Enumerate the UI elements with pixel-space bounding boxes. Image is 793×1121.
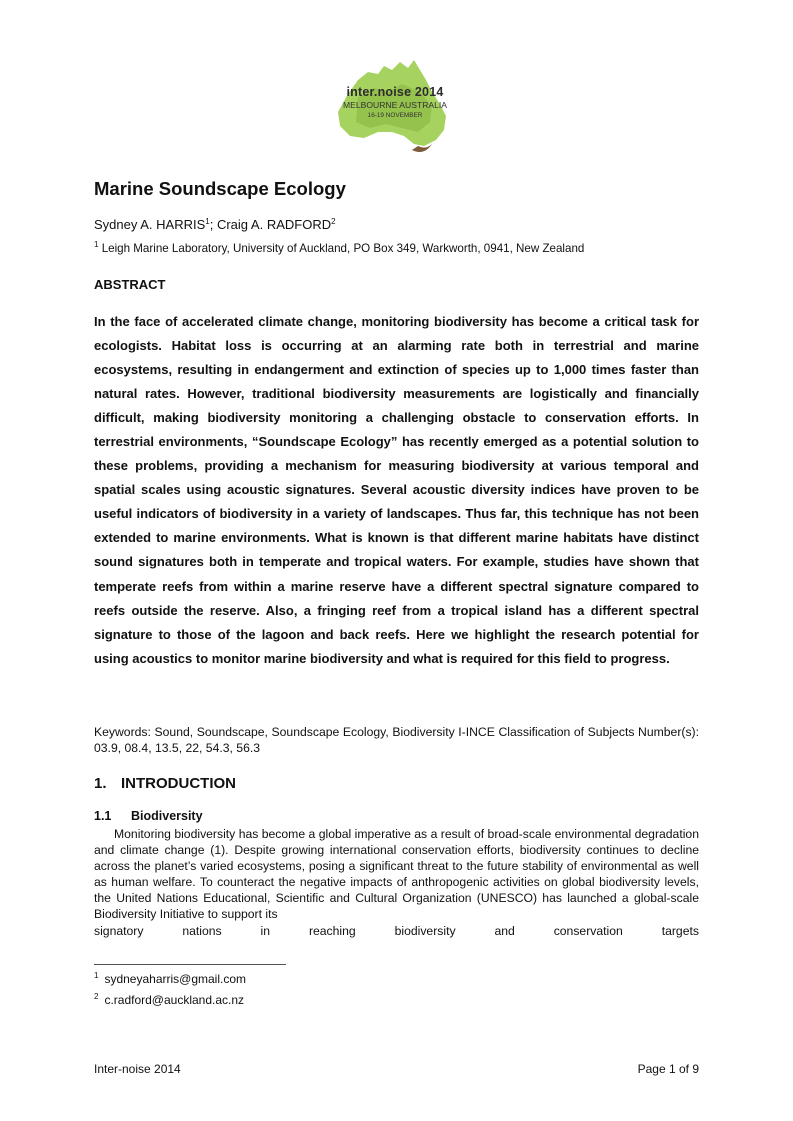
section-title: INTRODUCTION	[121, 775, 236, 792]
footnote	[94, 993, 244, 1007]
logo-location: MELBOURNE AUSTRALIA	[342, 100, 448, 110]
footer-page-number: Page 1 of 9	[637, 1062, 699, 1076]
intro-word: reaching	[308, 923, 356, 938]
affiliation-mark: 1	[94, 240, 99, 249]
intro-text: Monitoring biodiversity has become a global imperative as a result of broad-scale environmental degradation and climate change (1). Despite growing international conservation efforts, biodiversity continues to decline across the planet’s varied ecosystems, posing a significant threat to the future stability of environmental as well as human welfare. To counteract the negative impacts of anthropogenic activities on global biodiversity levels, the United Nations Educational, Scientific and Cultural Organization (UNESCO) has launched a global-scale Biodiversity Initiative to support its	[94, 827, 699, 922]
logo-title: inter.noise 2014	[346, 85, 444, 99]
intro-word: nations	[182, 923, 222, 938]
intro-paragraph	[94, 826, 699, 939]
footnote-divider	[94, 964, 286, 965]
author-name: Sydney A. HARRIS	[94, 217, 206, 232]
affiliation-text: Leigh Marine Laboratory, University of Auckland, PO Box 349, Warkworth, 0941, New Zealand	[101, 242, 585, 255]
conference-logo	[328, 58, 454, 162]
intro-word: in	[260, 923, 271, 938]
footnote-email: sydneyaharris@gmail.com	[104, 972, 247, 986]
footnote	[94, 972, 246, 986]
section-number: 1.	[94, 775, 107, 792]
australia-map-icon	[328, 58, 454, 162]
footer-conference: Inter-noise 2014	[94, 1062, 181, 1076]
intro-word: conservation	[553, 923, 623, 938]
paper-title: Marine Soundscape Ecology	[94, 178, 346, 199]
intro-word: targets	[661, 923, 699, 938]
author-separator: ;	[209, 217, 217, 232]
footnote-mark: 2	[94, 992, 99, 1001]
section-heading	[94, 775, 236, 792]
author-name: Craig A. RADFORD	[216, 217, 332, 232]
subsection-number: 1.1	[94, 809, 112, 823]
intro-last-line	[94, 923, 699, 939]
author-list	[94, 217, 336, 232]
subsection-title: Biodiversity	[131, 809, 203, 823]
footnote-email: c.radford@auckland.ac.nz	[104, 993, 245, 1007]
author-mark: 1	[205, 217, 210, 226]
intro-word: biodiversity	[394, 923, 456, 938]
subsection-heading	[94, 809, 203, 823]
keywords: Keywords: Sound, Soundscape, Soundscape Ecology, Biodiversity I-INCE Classification of Subjects Number(s): 03.9, 08.4, 13.5, 22, 54.3, 56.3	[94, 725, 699, 755]
affiliation	[94, 242, 584, 255]
intro-word: signatory	[94, 923, 144, 938]
abstract-text: In the face of accelerated climate change, monitoring biodiversity has become a critical task for ecologists. Habitat loss is occurring at an alarming rate both in terrestrial and marine ecosystems, resulting in endangerment and extinction of species up to 1,000 times faster than natural rates. However, traditional biodiversity measurements are logistically and financially difficult, making biodiversity monitoring a challenging obstacle to conservation efforts. In terrestrial environments, “Soundscape Ecology” has recently emerged as a potential solution to these problems, providing a mechanism for measuring biodiversity at various temporal and spatial scales using acoustic signatures. Several acoustic diversity indices have proven to be useful indicators of biodiversity in a variety of landscapes. Thus far, this technique has not been extended to marine environments. What is known is that different marine habitats have distinct sound signatures both in temperate and tropical waters. For example, studies have shown that temperate reefs from within a marine reserve have a different spectral signature compared to reefs outside the reserve. Also, a fringing reef from a tropical island has a different spectral signature to those of the lagoon and back reefs. Here we highlight the research potential for using acoustics to monitor marine biodiversity and what is required for this field to progress.	[94, 314, 699, 666]
abstract-heading: ABSTRACT	[94, 277, 166, 292]
intro-word: and	[494, 923, 515, 938]
author-mark: 2	[331, 217, 336, 226]
footnote-mark: 1	[94, 971, 99, 980]
logo-dates: 16-19 NOVEMBER	[367, 112, 423, 119]
